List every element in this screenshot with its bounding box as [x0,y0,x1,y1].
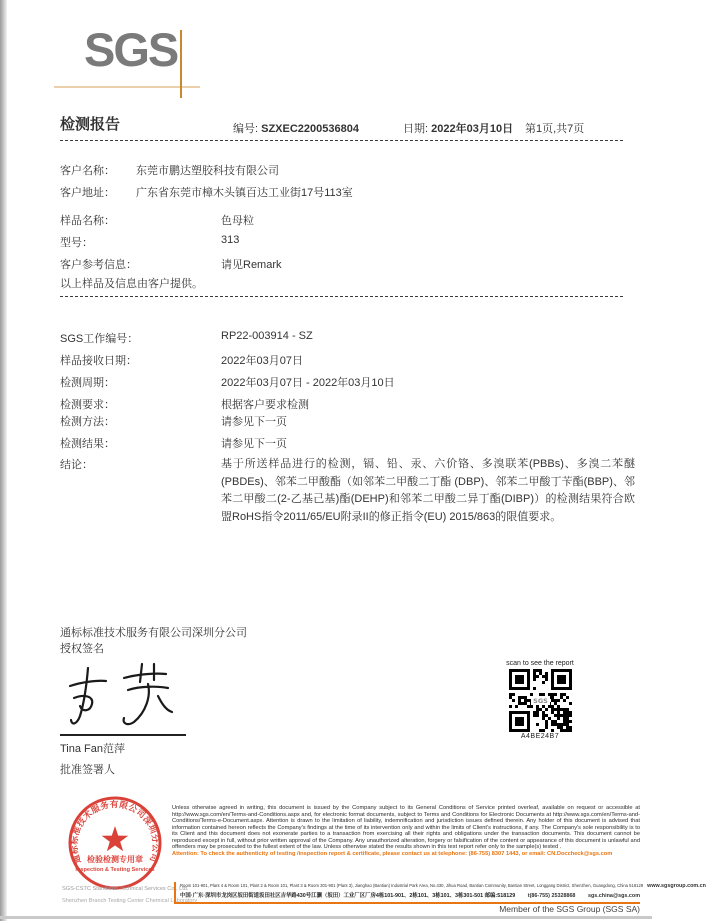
svg-text:SGS: SGS [532,697,548,705]
footer-address-block [174,882,706,904]
signature-underline [60,734,186,736]
field-label: 检测结果： [60,438,115,450]
address-chinese: 中国·广东·深圳市龙岗区坂田街道坂田社区吉华路430号江灏（坂田）工业厂区厂房4栋101-901、2栋101、3栋101、3栋301-501 邮编:518129 [180,893,516,899]
sgs-logo: SGS [84,23,178,76]
stamp-star-icon [102,826,129,851]
qr-code-id: A4BE24B7 [520,733,560,740]
report-number-label: 编号: [233,123,259,135]
field-value: 2022年03月07日 [221,355,303,367]
field-label: 样品名称： [60,215,115,227]
report-date-label: 日期: [403,123,429,135]
address-english: Room 101-901, Plant 4 & Room 101, Plant 2 & Room 101, Plant 3 & Room 301-901 (Plant 3), Jianghao (Bantian) Industrial Park Area, No.430, Jihua Road, Bantian Community, Bantian Street, Longgang District, Shenzhen, Guangdong, China 518129 [180,883,644,888]
conclusion-text: 基于所送样品进行的检测，镉、铅、汞、六价铬、多溴联苯(PBBs)、多溴二苯醚(PBDEs)、邻苯二甲酸酯（如邻苯二甲酸二丁酯 (DBP)、邻苯二甲酸丁苄酯(BBP)、邻苯二甲酸二(2-乙基己基)酯(DEHP)和邻苯二甲酸二异丁酯(DIBP)）的检测结果符合欧盟RoHS指令2011/65/EU附录II的修正指令(EU) 2015/863的限值要求。 [221,458,635,523]
member-line: Member of the SGS Group (SGS SA) [499,904,640,914]
signing-company: 通标标准技术服务有限公司深圳分公司 [60,627,247,639]
page-title: 检测报告 [60,116,121,133]
qr-block [495,660,585,740]
page-edge-left [0,0,7,921]
signer-title: 批准签署人 [60,764,115,776]
field-value: 根据客户要求检测 [221,399,309,411]
logo-vertical-line [180,30,182,98]
field-value: 2022年03月07日 - 2022年03月10日 [221,377,395,389]
field-label: 客户名称： [60,165,115,177]
email-address: sgs.china@sgs.com [588,893,640,899]
phone-number: t(86-755) 25328868 [527,893,576,899]
qr-caption: scan to see the report [506,660,574,667]
field-value: 请见Remark [221,259,282,271]
field-value: 请参见下一页 [221,416,287,428]
field-value: 色母粒 [221,215,254,227]
footer-lab-en: Shenzhen Branch Testing Center Chemical Laboratory [62,898,198,904]
authorized-signature-label: 授权签名 [60,643,104,655]
report-date [403,120,513,136]
page-indicator: 第1页,共7页 [525,123,585,135]
page-edge-bottom [0,916,652,919]
field-label: 检测要求： [60,399,115,411]
divider-dashed-top [60,140,623,141]
field-label: 客户地址： [60,187,115,199]
divider-dashed-middle [60,296,623,297]
field-label: 客户参考信息： [60,259,137,271]
report-date-value: 2022年03月10日 [431,123,514,135]
inspection-stamp-icon [65,793,165,897]
attention-note: Attention: To check the authenticity of testing /inspection report & certificate, please contact us at telephone: (86-755) 8307 1443, or email: CN.Doccheck@sgs.com [172,850,613,857]
footer-disclaimer [172,805,640,857]
report-number [233,120,359,136]
field-value: 东莞市鹏达塑胶科技有限公司 [136,165,279,177]
stamp-ring-text: 通标标准技术服务有限公司深圳分公司 [68,799,162,866]
field-value: 313 [221,234,240,246]
handwritten-signature [58,656,198,732]
field-value: 广东省东莞市樟木头镇百达工业街17号113室 [136,187,353,199]
stamp-line2: Inspection & Testing Services [75,867,155,873]
field-label: 型号： [60,237,93,249]
stamp-line1: 检验检测专用章 [87,855,143,864]
field-label: SGS工作编号： [60,333,139,345]
signer-name: Tina Fan范萍 [60,743,126,755]
disclaimer-text: Unless otherwise agreed in writing, this document is issued by the Company subject to its General Conditions of Service printed overleaf, available on request or accessible at http://www.sgs.com/en/Terms-and-Conditions.aspx and, for electronic format documents, subject to Terms and Conditions for Electronic Documents at http://www.sgs.com/en/Terms-and-Conditions/Terms-e-Document.aspx. Attention is drawn to the limitation of liability, indemnification and jurisdiction issues defined therein. Any holder of this document is advised that information contained hereon reflects the Company's findings at the time of its intervention only and within the limits of Client's instructions, if any. The Company's sole responsibility is to its Client and this document does not exonerate parties to a transaction from exercising all their rights and obligations under the transaction documents. This document cannot be reproduced except in full, without prior written approval of the Company. Any unauthorized alteration, forgery or falsification of the content or appearance of this document is unlawful and offenders may be prosecuted to the fullest extent of the law. Unless otherwise stated the results shown in this test report refer only to the sample(s) tested . [172,805,640,851]
qr-code-icon [509,669,572,732]
website-link: www.sgsgroup.com.cn [647,883,706,889]
field-value: 请参见下一页 [221,438,287,450]
field-label: 检测方法： [60,416,115,428]
field-label: 检测周期： [60,377,115,389]
field-label: 样品接收日期： [60,355,137,367]
sample-note: 以上样品及信息由客户提供。 [60,278,203,290]
conclusion-label: 结论： [60,459,93,471]
logo-underline [54,86,200,88]
footer-company-en: SGS-CSTC Standards Technical Services Co., Ltd. [62,886,189,892]
field-value: RP22-003914 - SZ [221,330,313,342]
report-number-value: SZXEC2200536804 [261,123,359,135]
